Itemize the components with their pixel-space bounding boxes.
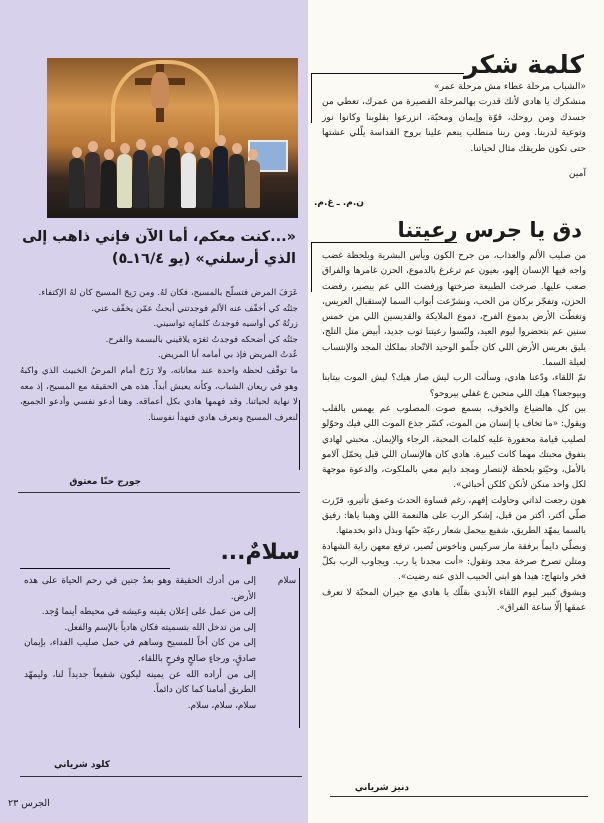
peace-line: سلام، سلام، سلام. [187, 700, 256, 711]
quote-paragraph: جئتُه كي أضحكه فوجدتُ ثغرَه يلاقيني بالبسمة والفرح. [105, 334, 298, 345]
peace-title: سلامٌ... [220, 540, 300, 565]
bell-paragraph: تمّ اللقاء، ودّعنا هادي، وسألت الرب ليش صار هيك؟ ليش الموت بيتابنا وبيوجعنا؟ هيك اللي منحبن ع غفلي بيروحو؟ [322, 373, 586, 399]
quote-paragraph: ما توقّف لحظة واحدة عند معاناته، ولا رَزَحَ أمام المرضُ الخبيث الذي واكبهُ وهو في ريعان الشباب، وكأنه يعيش أبداً. هذه هي الحقيقة مع المسيح، إذ معه لا نهاية لحياتنا. وقد فهمها هادي بكل أعماقه. وهنا أدعو نفسي وأدعو الجميع، لنعرف المسيح ونعرف هادي فنهدأ نفوسنا. [20, 365, 298, 423]
thanks-side-rule [311, 73, 312, 123]
peace-line: إلى من أراده الله عن يمينه ليكون شفيعاً جديداً لنا، وليمهّد الطريق أمامنا كما كان دائماً. [24, 669, 256, 696]
peace-bottom-rule [20, 776, 302, 777]
bell-body [322, 249, 586, 616]
peace-opening: سلام [277, 576, 296, 586]
quote-signature: جورج حنّا معتوق [69, 477, 141, 487]
page-footer: الجرس ٢٣ [8, 798, 50, 809]
bell-bottom-rule [330, 796, 588, 797]
thanks-paragraph: منشكرك يا هادي لأنك قدرت بهالمرحلة القصيرة من عمرك، تعطي من جسدك ومن روحك، قوّة وإيمان ومحبّة، انزرعوا بقلوبنا وكانوا نور وتوعية لدربنا. ومن ربنا منطلب ينعم علينا بروح القداسة يلّلي عشتها حتى تكون طريقك مثال لحياتنا. [322, 97, 586, 154]
peace-line: إلى من أدرك الحقيقة وهو بعدُ جنين في رحم الحياة على هذه الأرض. [24, 576, 256, 602]
bell-title: دق يا جرس رعيتنا [397, 218, 582, 242]
thanks-title: كلمة شكر [463, 50, 584, 79]
bell-side-rule [311, 242, 312, 292]
quote-side-rule [299, 400, 300, 470]
bell-paragraph: وبشوق كبير ليوم اللقاء الأبدي بقلّك يا هادي مع جيران المحبّة لا تعرف عمقها إلّا ساعة الفراق». [322, 587, 586, 613]
bell-paragraph: من صليب الألم والعذاب، من جرح الكون ويأس البشرية وبلحظة غضب واجه فيها الإنسان إلهو، بعيون عم ترغرغ بالدموع، الحزن غامرها والفراق صعب عليها. صرخت الطبيعة صرختها ورفضت اللي عم بيصير، رفضت الحزن، وتفجّر بركان من الحب، ونشرّعت أبواب السما لإستقبال العريس، وتغطّت الأرض بدموع الفرح، دموع الملايكة والقديسين اللي من خمس سنين عم بتحضروا ليوم العيد، ولبّسوا رعيتنا ثوب جديد، أبيض متل التلج، يليق بعريس الأرض اللي كان جلّمو الوحيد الاتّحاد بملكك المجد والإنتساب لعيلة السما. [322, 251, 586, 369]
peace-title-rule [20, 568, 170, 569]
thanks-signature: ن.م. ـ غ.م. [313, 198, 364, 208]
group-photo [47, 58, 298, 218]
bell-paragraph: هون رجعت لذاتي وحاولت إفهم، رغم قساوة الحدث وعمق تأثيرو، قرّرت صلّي أكتر، أكتر من قبل، إشكر الرب على هالنعمة اللي وهبنا ياها: رفيق بالسما يمهّد الطريق، شفيع بيحمل شعار رعيّة حبّها وبذل ذاتو بخدمتها. [322, 495, 586, 537]
peace-signature: كلود شرياني [54, 760, 110, 770]
peace-body [24, 574, 256, 714]
bell-title-rule [312, 242, 457, 243]
peace-line: إلى من تدخل الله بتسميته فكان هادياً بالإسم والفعل. [64, 622, 256, 633]
peace-line: إلى من عمل على إعلان يقينه وعيشه في محيطه أينما وُجد. [41, 607, 256, 618]
quote-paragraph: عَرَفَ المرض فتسلّح بالمسيح، فكان لهُ. ومن رَبِحَ المسيح كان لهُ الإكتفاء. [38, 288, 298, 298]
quote-paragraph: زرتُهُ كي أواسيه فوجدتُ كلماتِه تواسيني. [153, 319, 298, 330]
photo-crucifix-figure [151, 72, 169, 108]
photo-crowd [69, 128, 257, 208]
bell-paragraph: وبصلّي دايماً برفقة مار سركيس وباخوس تُصير، ترفع معهن راية الشهادة ومتلن تصرخ صرخة مجد وتقول: «أنت مجدنا يا رب. ويجاوب الرب بكلّ فخر وابتهاج: هيدا هو ابني الحبيب الذي عنه رضيت». [322, 541, 586, 583]
peace-side-rule [299, 568, 300, 728]
thanks-paragraph: «الشباب مرحلة عطاء مش مرحلة عمر» [434, 82, 586, 92]
quote-paragraph: جئتُه كي أخفّف عنه الألم فوجدتني أبحثُ عمّن يخفّف عني. [91, 303, 298, 314]
quote-title: «...كنت معكم، أما الآن فإني ذاهب إلى الذي أرسلني» (يو ١٦/٤ـ٥) [22, 229, 296, 267]
thanks-paragraph: آمين [568, 169, 586, 180]
bell-paragraph: بين كل هالضياع والخوف، بسمع صوت المصلوب عم يهمس بالقلب ويقول: «ما تخاف يا إنسان من الموت، كسّر جذع الموت اللي فيك وحوّلو لصليب قيامة محفورة عليه كلمات المحبة، الرجاء والإيمان. محبتي لهادي بتفوق محبتك مهما كانت كبيرة. هادي كان هالإنسان اللي قبل يحمّل آلامو بالأمل، وحيّتو بلحظة لإنتصار ومجد دايم معي بالملكوت، والدعوة موجهة لكل واحد منكن لأنكن كلكن أحبائي». [322, 403, 586, 491]
quote-bottom-rule [18, 492, 300, 493]
quote-paragraph: عُدتُ المريض فإذ بي أمامه أنا المريض. [158, 350, 298, 361]
peace-line: إلى من كان أخاً للمسيح وساهم في حمل صليب الفداء، بإيمان صادقٍ، ورجاءٍ صالحٍ وفرحٍ باللقاء. [24, 638, 256, 664]
bell-signature: دنيز شرياني [354, 783, 409, 793]
quote-body [20, 286, 298, 426]
thanks-title-rule [312, 73, 464, 74]
thanks-body [322, 80, 586, 182]
